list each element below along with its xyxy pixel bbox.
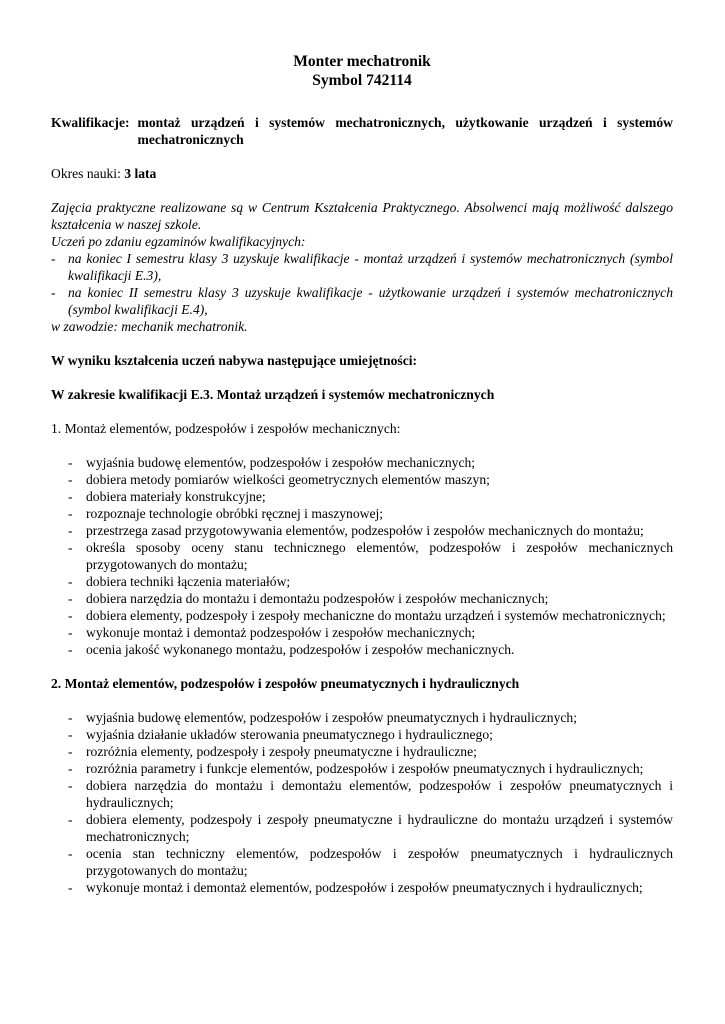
list-item	[68, 488, 673, 505]
bullet-dash: -	[68, 574, 73, 589]
list-item-text: określa sposoby oceny stanu technicznego elementów, podzespołów i zespołów mechanicznych przygotowanych do montażu;	[86, 540, 673, 572]
list-item-text: przestrzega zasad przygotowywania elementów, podzespołów i zespołów mechanicznych do montażu;	[86, 523, 644, 538]
bullet-dash: -	[68, 455, 73, 470]
list-item-text: dobiera metody pomiarów wielkości geometrycznych elementów maszyn;	[86, 472, 490, 487]
list-item-text: wyjaśnia budowę elementów, podzespołów i zespołów mechanicznych;	[86, 455, 476, 470]
list-item	[68, 641, 673, 658]
intro-paragraph	[51, 199, 673, 335]
bullet-dash: -	[68, 472, 73, 487]
intro-line-2: Uczeń po zdaniu egzaminów kwalifikacyjnych:	[51, 234, 306, 249]
list-item-text: wykonuje montaż i demontaż elementów, podzespołów i zespołów pneumatycznych i hydraulicznych;	[86, 880, 643, 895]
duration-label: Okres nauki:	[51, 166, 121, 181]
bullet-dash: -	[68, 489, 73, 504]
bullet-dash: -	[51, 285, 56, 300]
list-item	[68, 845, 673, 879]
list-item-text: wyjaśnia działanie układów sterowania pneumatycznego i hydraulicznego;	[86, 727, 493, 742]
intro-list-item	[51, 250, 673, 284]
intro-list-item-text: na koniec I semestru klasy 3 uzyskuje kwalifikacje - montaż urządzeń i systemów mechatronicznych (symbol kwalifikacji E.3),	[68, 251, 673, 283]
list-item	[68, 539, 673, 573]
section-1-list	[51, 454, 673, 658]
list-item-text: rozróżnia parametry i funkcje elementów, podzespołów i zespołów pneumatycznych i hydraulicznych;	[86, 761, 644, 776]
list-item-text: wyjaśnia budowę elementów, podzespołów i zespołów pneumatycznych i hydraulicznych;	[86, 710, 577, 725]
bullet-dash: -	[68, 727, 73, 742]
document-title	[51, 52, 673, 90]
section-2-title: 2. Montaż elementów, podzespołów i zespołów pneumatycznych i hydraulicznych	[51, 676, 520, 691]
bullet-dash: -	[68, 710, 73, 725]
bullet-dash: -	[68, 523, 73, 538]
list-item	[68, 777, 673, 811]
section-2-list	[51, 709, 673, 896]
bullet-dash: -	[68, 812, 73, 827]
list-item-text: dobiera elementy, podzespoły i zespoły pneumatyczne i hydrauliczne do montażu urządzeń i systemów mechatronicznych;	[86, 812, 673, 844]
skills-heading: W wyniku kształcenia uczeń nabywa następujące umiejętności:	[51, 353, 418, 368]
list-item	[68, 471, 673, 488]
title-profession: Monter mechatronik	[293, 53, 431, 70]
intro-line-1: Zajęcia praktyczne realizowane są w Centrum Kształcenia Praktycznego. Absolwenci mają możliwość dalszego kształcenia w naszej szkole.	[51, 200, 673, 232]
qualifications-value: montaż urządzeń i systemów mechatronicznych, użytkowanie urządzeń i systemów mechatronicznych	[137, 115, 673, 147]
list-item	[68, 709, 673, 726]
bullet-dash: -	[68, 778, 73, 793]
list-item	[68, 522, 673, 539]
list-item-text: dobiera materiały konstrukcyjne;	[86, 489, 266, 504]
bullet-dash: -	[68, 625, 73, 640]
bullet-dash: -	[68, 642, 73, 657]
list-item	[68, 811, 673, 845]
list-item	[68, 726, 673, 743]
list-item-text: ocenia jakość wykonanego montażu, podzespołów i zespołów mechanicznych.	[86, 642, 515, 657]
list-item-text: dobiera techniki łączenia materiałów;	[86, 574, 291, 589]
qualifications	[51, 114, 673, 148]
intro-list-item-text: na koniec II semestru klasy 3 uzyskuje kwalifikacje - użytkowanie urządzeń i systemów mechatronicznych (symbol kwalifikacji E.4),	[68, 285, 673, 317]
intro-closing: w zawodzie: mechanik mechatronik.	[51, 319, 248, 334]
list-item-text: dobiera narzędzia do montażu i demontażu elementów, podzespołów i zespołów pneumatycznych i hydraulicznych;	[86, 778, 673, 810]
bullet-dash: -	[68, 761, 73, 776]
section-1-title: 1. Montaż elementów, podzespołów i zespołów mechanicznych:	[51, 421, 401, 436]
list-item	[68, 624, 673, 641]
duration-value: 3 lata	[124, 166, 157, 181]
list-item-text: dobiera elementy, podzespoły i zespoły mechaniczne do montażu urządzeń i systemów mechatronicznych;	[86, 608, 666, 623]
bullet-dash: -	[68, 846, 73, 861]
bullet-dash: -	[51, 251, 56, 266]
bullet-dash: -	[68, 591, 73, 606]
list-item	[68, 590, 673, 607]
list-item	[68, 505, 673, 522]
title-symbol: Symbol 742114	[312, 72, 412, 89]
list-item	[68, 454, 673, 471]
bullet-dash: -	[68, 744, 73, 759]
list-item-text: rozpoznaje technologie obróbki ręcznej i maszynowej;	[86, 506, 384, 521]
list-item-text: wykonuje montaż i demontaż podzespołów i zespołów mechanicznych;	[86, 625, 476, 640]
duration	[51, 165, 673, 182]
intro-list	[51, 250, 673, 318]
bullet-dash: -	[68, 880, 73, 895]
bullet-dash: -	[68, 540, 73, 555]
list-item	[68, 607, 673, 624]
qualification-heading: W zakresie kwalifikacji E.3. Montaż urządzeń i systemów mechatronicznych	[51, 387, 495, 402]
document-page	[51, 52, 673, 896]
list-item	[68, 760, 673, 777]
qualifications-label: Kwalifikacje:	[51, 115, 130, 130]
list-item-text: dobiera narzędzia do montażu i demontażu podzespołów i zespołów mechanicznych;	[86, 591, 549, 606]
intro-list-item	[51, 284, 673, 318]
bullet-dash: -	[68, 608, 73, 623]
list-item-text: ocenia stan techniczny elementów, podzespołów i zespołów pneumatycznych i hydraulicznych przygotowanych do montażu;	[86, 846, 673, 878]
list-item	[68, 879, 673, 896]
list-item	[68, 743, 673, 760]
list-item	[68, 573, 673, 590]
bullet-dash: -	[68, 506, 73, 521]
list-item-text: rozróżnia elementy, podzespoły i zespoły pneumatyczne i hydrauliczne;	[86, 744, 477, 759]
